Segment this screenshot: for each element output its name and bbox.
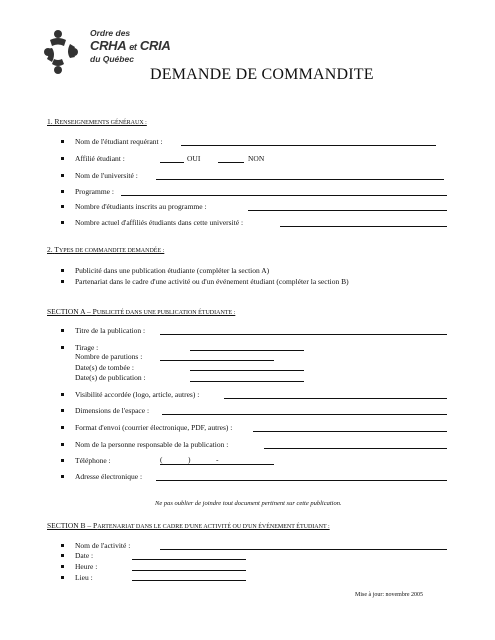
option-partenariat: Partenariat dans le cadre d'une activité ou d'un événement étudiant (compléter la section B) <box>75 277 349 286</box>
bullet <box>61 409 64 412</box>
label-oui: OUI <box>187 154 201 163</box>
telephone-dash: - <box>216 455 219 464</box>
footer-update-date: Mise à jour: novembre 2005 <box>355 592 423 598</box>
section-a-heading: SECTION A – PUBLICITÉ DANS UNE PUBLICATION ÉTUDIANTE : <box>47 307 236 316</box>
bullet <box>61 544 64 547</box>
bullet <box>61 157 64 160</box>
label-parutions: Nombre de parutions : <box>75 352 143 361</box>
field-courriel[interactable] <box>156 480 447 481</box>
field-date[interactable] <box>132 559 246 560</box>
bullet <box>61 443 64 446</box>
field-titre-publication[interactable] <box>160 334 447 335</box>
label-universite: Nom de l'université : <box>75 171 138 180</box>
label-responsable: Nom de la personne responsable de la publication : <box>75 440 229 449</box>
bullet <box>61 190 64 193</box>
label-dimensions: Dimensions de l'espace : <box>75 406 150 415</box>
bullet <box>61 221 64 224</box>
label-heure: Heure : <box>75 562 98 571</box>
field-tirage[interactable] <box>190 350 304 351</box>
section-2-heading: 2. TYPES DE COMMANDITE DEMANDÉE : <box>47 245 165 254</box>
org-name-line2 <box>90 38 170 53</box>
field-format[interactable] <box>253 431 447 432</box>
field-heure[interactable] <box>132 570 246 571</box>
field-dates-publication[interactable] <box>190 381 304 382</box>
section-1-heading: 1. RENSEIGNEMENTS GÉNÉRAUX : <box>47 117 147 126</box>
field-universite[interactable] <box>156 179 444 180</box>
org-cria: CRIA <box>139 38 171 53</box>
note-document: Ne pas oublier de joindre tout document pertinent sur cette publication. <box>155 500 342 507</box>
label-non: NON <box>248 154 265 163</box>
label-nom-etudiant: Nom de l'étudiant requérant : <box>75 137 163 146</box>
field-telephone[interactable] <box>160 464 274 465</box>
field-nom-etudiant[interactable] <box>181 145 436 146</box>
org-name-line1: Ordre des <box>90 28 131 38</box>
org-name-line3: du Québec <box>90 54 134 64</box>
label-activite: Nom de l'activité : <box>75 541 131 550</box>
bullet <box>61 329 64 332</box>
field-date-tombee[interactable] <box>190 370 304 371</box>
label-nb-affilies: Nombre actuel d'affiliés étudiants dans cette université : <box>75 218 244 227</box>
field-nb-inscrits[interactable] <box>248 210 447 211</box>
field-affilie-non[interactable] <box>218 162 244 163</box>
bullet <box>61 280 64 283</box>
bullet <box>61 565 64 568</box>
section-b-heading: SECTION B – PARTENARIAT DANS LE CADRE D'UNE ACTIVITÉ OU D'UN ÉVÉNEMENT ÉTUDIANT : <box>47 521 330 530</box>
field-nb-affilies[interactable] <box>280 226 447 227</box>
label-lieu: Lieu : <box>75 573 93 582</box>
telephone-paren-open: ( <box>160 455 163 464</box>
label-courriel: Adresse électronique : <box>75 472 143 481</box>
bullet <box>61 459 64 462</box>
telephone-paren-close: ) <box>188 455 191 464</box>
bullet <box>61 576 64 579</box>
label-dates-publication: Date(s) de publication : <box>75 373 146 382</box>
bullet <box>61 140 64 143</box>
field-activite[interactable] <box>160 549 447 550</box>
org-et: et <box>129 42 137 52</box>
page-title: DEMANDE DE COMMANDITE <box>150 66 374 83</box>
label-date: Date : <box>75 551 94 560</box>
org-crha: CRHA <box>90 38 126 53</box>
label-tirage: Tirage : <box>75 343 99 352</box>
bullet <box>61 426 64 429</box>
label-format: Format d'envoi (courrier électronique, PDF, autres) : <box>75 423 233 432</box>
field-dimensions[interactable] <box>162 414 447 415</box>
bullet <box>61 346 64 349</box>
bullet <box>61 269 64 272</box>
label-nb-inscrits: Nombre d'étudiants inscrits au programme : <box>75 202 207 211</box>
field-visibilite[interactable] <box>224 398 447 399</box>
bullet <box>61 393 64 396</box>
bullet <box>61 174 64 177</box>
bullet <box>61 475 64 478</box>
bullet <box>61 554 64 557</box>
label-visibilite: Visibilité accordée (logo, article, autres) : <box>75 390 200 399</box>
field-parutions[interactable] <box>160 360 274 361</box>
label-date-tombee: Date(s) de tombée : <box>75 363 134 372</box>
label-titre-publication: Titre de la publication : <box>75 326 146 335</box>
field-affilie-oui[interactable] <box>160 162 184 163</box>
field-programme[interactable] <box>121 195 447 196</box>
label-telephone: Téléphone : <box>75 456 111 465</box>
option-publicite: Publicité dans une publication étudiante (compléter la section A) <box>75 266 270 275</box>
label-affilie: Affilié étudiant : <box>75 154 125 163</box>
bullet <box>61 205 64 208</box>
field-lieu[interactable] <box>132 580 246 581</box>
field-responsable[interactable] <box>264 448 447 449</box>
label-programme: Programme : <box>75 187 114 196</box>
